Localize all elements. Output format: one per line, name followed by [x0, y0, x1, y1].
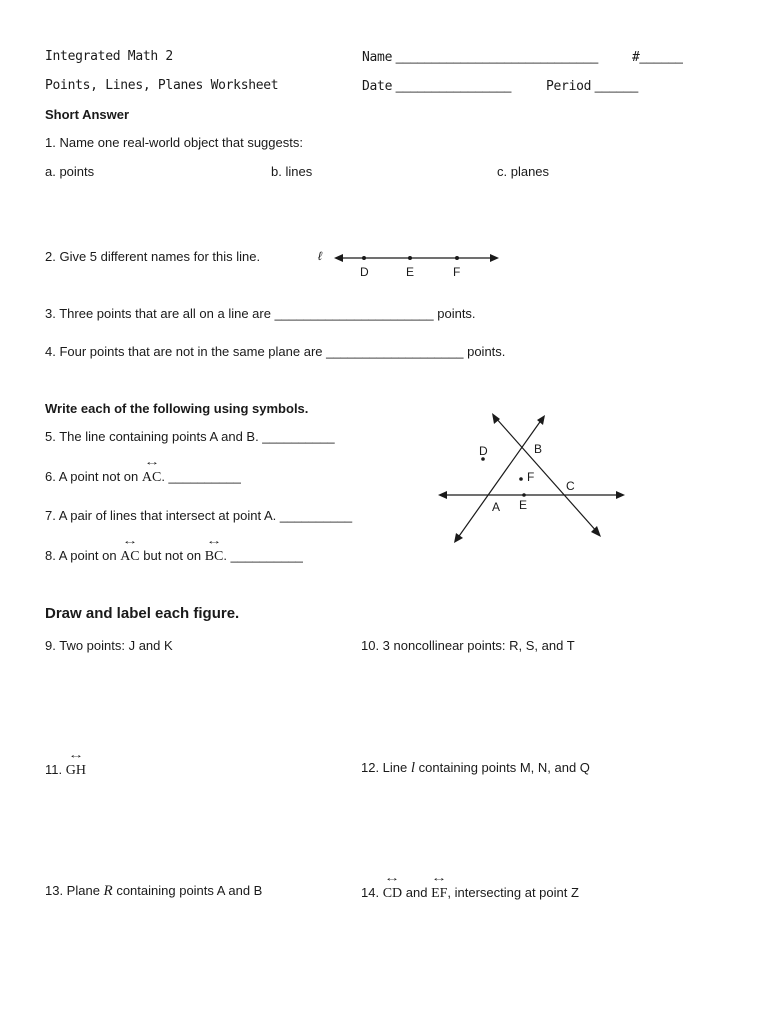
period-label: Period [546, 79, 592, 94]
question-6-text: 6. A point not on [45, 469, 142, 484]
point-c-label: C [566, 479, 575, 493]
period-line [546, 78, 638, 95]
point-f-dot [519, 477, 523, 481]
number-blank[interactable]: ______ [639, 49, 683, 64]
question-9: 9. Two points: J and K [45, 638, 173, 653]
question-13 [45, 883, 262, 899]
point-e-dot [522, 493, 526, 497]
question-8-mid: but not on [139, 548, 205, 563]
date-blank[interactable]: ________________ [395, 78, 512, 93]
question-13-text: 13. Plane [45, 883, 104, 898]
number-line [632, 49, 683, 66]
question-7: 7. A pair of lines that intersect at point A. __________ [45, 508, 353, 523]
point-e-dot [408, 256, 412, 260]
line-diagram [310, 240, 510, 282]
arrowhead [454, 533, 463, 543]
point-d-label: D [360, 265, 369, 279]
worksheet-title: Points, Lines, Planes Worksheet [45, 78, 279, 93]
question-3: 3. Three points that are all on a line are ______________________ points. [45, 306, 476, 321]
line-bc-symbol: ↔ BC [205, 546, 224, 565]
arrowhead [438, 491, 447, 499]
question-8-text: 8. A point on [45, 548, 121, 563]
point-f-label: F [527, 470, 535, 484]
draw-heading: Draw and label each figure. [45, 605, 240, 622]
question-6 [45, 467, 241, 486]
question-6-blank: . __________ [161, 469, 241, 484]
question-12 [361, 760, 590, 776]
question-4: 4. Four points that are not in the same plane are ___________________ points. [45, 344, 506, 359]
arrowhead [616, 491, 625, 499]
question-11 [45, 760, 86, 779]
line-label-l: ℓ [318, 249, 322, 263]
line-ac-symbol: ↔ AC [120, 546, 139, 565]
line-bc [495, 417, 598, 533]
line-cd-symbol: ↔ CD [383, 883, 402, 902]
question-10: 10. 3 noncollinear points: R, S, and T [361, 638, 575, 653]
date-label: Date [362, 79, 393, 94]
period-blank[interactable]: ______ [594, 78, 639, 93]
line-ef-symbol: ↔ EF [431, 883, 447, 902]
question-12-rest: containing points M, N, and Q [415, 760, 590, 775]
question-2: 2. Give 5 different names for this line. [45, 249, 261, 264]
intersecting-lines-diagram [432, 410, 632, 545]
plane-r-variable: R [103, 883, 113, 899]
question-5: 5. The line containing points A and B. __________ [45, 429, 335, 444]
question-14-number: 14. [361, 885, 383, 900]
name-blank[interactable]: ____________________________ [395, 49, 599, 64]
course-title: Integrated Math 2 [45, 49, 173, 64]
line-l-variable: l [410, 760, 416, 776]
question-1a: a. points [45, 164, 95, 179]
point-f-label: F [453, 265, 461, 279]
left-arrowhead [334, 254, 343, 262]
date-line [362, 78, 511, 95]
short-answer-heading: Short Answer [45, 107, 130, 122]
question-1b: b. lines [271, 164, 313, 179]
point-f-dot [455, 256, 459, 260]
question-11-number: 11. [45, 762, 66, 777]
question-1: 1. Name one real-world object that suggests: [45, 135, 303, 150]
line-ac-symbol: ↔ AC [142, 467, 161, 486]
question-14-mid: and [402, 885, 432, 900]
right-arrowhead [490, 254, 499, 262]
question-8 [45, 546, 303, 565]
symbols-heading: Write each of the following using symbols. [45, 401, 309, 416]
number-label: # [632, 50, 640, 65]
name-line [362, 49, 598, 66]
point-e-label: E [406, 265, 415, 279]
question-1c: c. planes [497, 164, 550, 179]
point-e-label: E [519, 498, 528, 512]
line-gh-symbol: ↔ GH [66, 760, 86, 779]
point-d-label: D [479, 444, 488, 458]
question-8-blank: . __________ [223, 548, 303, 563]
point-d-dot [362, 256, 366, 260]
question-14-rest: , intersecting at point Z [447, 885, 579, 900]
name-label: Name [362, 50, 393, 65]
point-a-label: A [492, 500, 501, 514]
question-13-rest: containing points A and B [112, 883, 263, 898]
question-12-text: 12. Line [361, 760, 411, 775]
arrowhead [492, 413, 500, 424]
question-14 [361, 883, 579, 902]
point-b-label: B [534, 442, 543, 456]
